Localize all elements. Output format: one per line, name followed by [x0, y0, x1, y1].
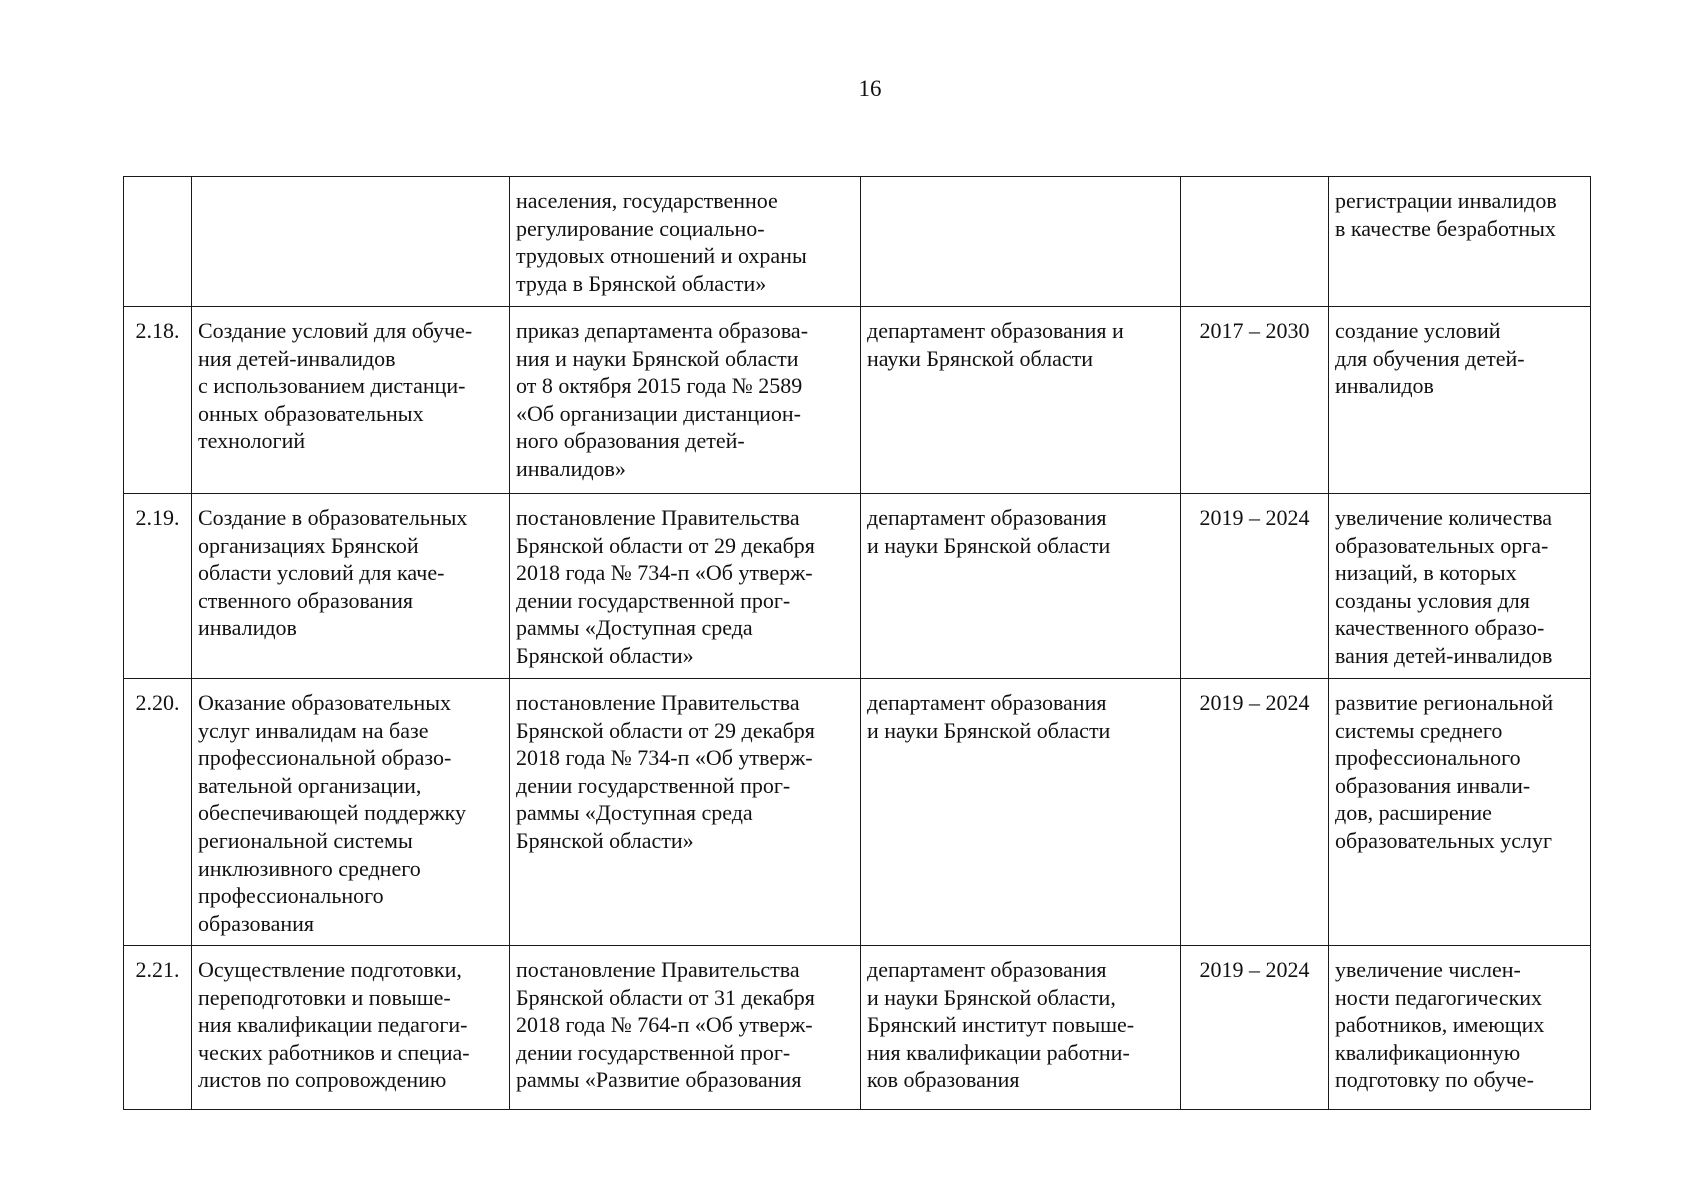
- responsible-cell: департамент образования и науки Брянской области, Брянский институт повыше- ния квалификации работни- ков образования: [861, 946, 1181, 1110]
- activity-cell: Оказание образовательных услуг инвалидам на базе профессиональной образо- вательной организации, обеспечивающей поддержку региональной системы инклюзивного среднего профессионального образования: [192, 679, 510, 946]
- activity-cell: Создание условий для обуче- ния детей-инвалидов с использованием дистанци- онных образовательных технологий: [192, 307, 510, 494]
- period-cell: 2017 – 2030: [1181, 307, 1329, 494]
- legal-document-cell: приказ департамента образова- ния и науки Брянской области от 8 октября 2015 года № 2589 «Об организации дистанцион- ного образования детей- инвалидов»: [510, 307, 861, 494]
- expected-result-cell: развитие региональной системы среднего профессионального образования инвали- дов, расширение образовательных услуг: [1329, 679, 1591, 946]
- measures-table: [123, 176, 1591, 1110]
- legal-document-cell: постановление Правительства Брянской области от 31 декабря 2018 года № 764-п «Об утверж- дении государственной прог- раммы «Развитие образования: [510, 946, 861, 1110]
- legal-document-cell: постановление Правительства Брянской области от 29 декабря 2018 года № 734-п «Об утверж- дении государственной прог- раммы «Доступная среда Брянской области»: [510, 679, 861, 946]
- period-cell: 2019 – 2024: [1181, 494, 1329, 679]
- expected-result-cell: создание условий для обучения детей- инвалидов: [1329, 307, 1591, 494]
- table-row-2-20: [124, 679, 1591, 946]
- responsible-cell: [861, 177, 1181, 307]
- row-number-cell: 2.21.: [124, 946, 192, 1110]
- activity-cell: Осуществление подготовки, переподготовки и повыше- ния квалификации педагоги- ческих работников и специа- листов по сопровождению: [192, 946, 510, 1110]
- table-row-2-21: [124, 946, 1591, 1110]
- expected-result-cell: увеличение числен- ности педагогических работников, имеющих квалификационную подготовку по обуче-: [1329, 946, 1591, 1110]
- page-number: 16: [858, 76, 882, 101]
- expected-result-cell: регистрации инвалидов в качестве безработных: [1329, 177, 1591, 307]
- legal-document-cell: постановление Правительства Брянской области от 29 декабря 2018 года № 734-п «Об утверж- дении государственной прог- раммы «Доступная среда Брянской области»: [510, 494, 861, 679]
- table-row-continuation: [124, 177, 1591, 307]
- responsible-cell: департамент образования и науки Брянской области: [861, 307, 1181, 494]
- period-cell: [1181, 177, 1329, 307]
- row-number-cell: [124, 177, 192, 307]
- legal-document-cell: населения, государственное регулирование социально- трудовых отношений и охраны труда в Брянской области»: [510, 177, 861, 307]
- table-row-2-18: [124, 307, 1591, 494]
- period-cell: 2019 – 2024: [1181, 679, 1329, 946]
- row-number-cell: 2.19.: [124, 494, 192, 679]
- row-number-cell: 2.20.: [124, 679, 192, 946]
- responsible-cell: департамент образования и науки Брянской области: [861, 494, 1181, 679]
- table-row-2-19: [124, 494, 1591, 679]
- activity-cell: [192, 177, 510, 307]
- row-number-cell: 2.18.: [124, 307, 192, 494]
- expected-result-cell: увеличение количества образовательных орга- низаций, в которых созданы условия для качественного образо- вания детей-инвалидов: [1329, 494, 1591, 679]
- responsible-cell: департамент образования и науки Брянской области: [861, 679, 1181, 946]
- period-cell: 2019 – 2024: [1181, 946, 1329, 1110]
- activity-cell: Создание в образовательных организациях Брянской области условий для каче- ственного образования инвалидов: [192, 494, 510, 679]
